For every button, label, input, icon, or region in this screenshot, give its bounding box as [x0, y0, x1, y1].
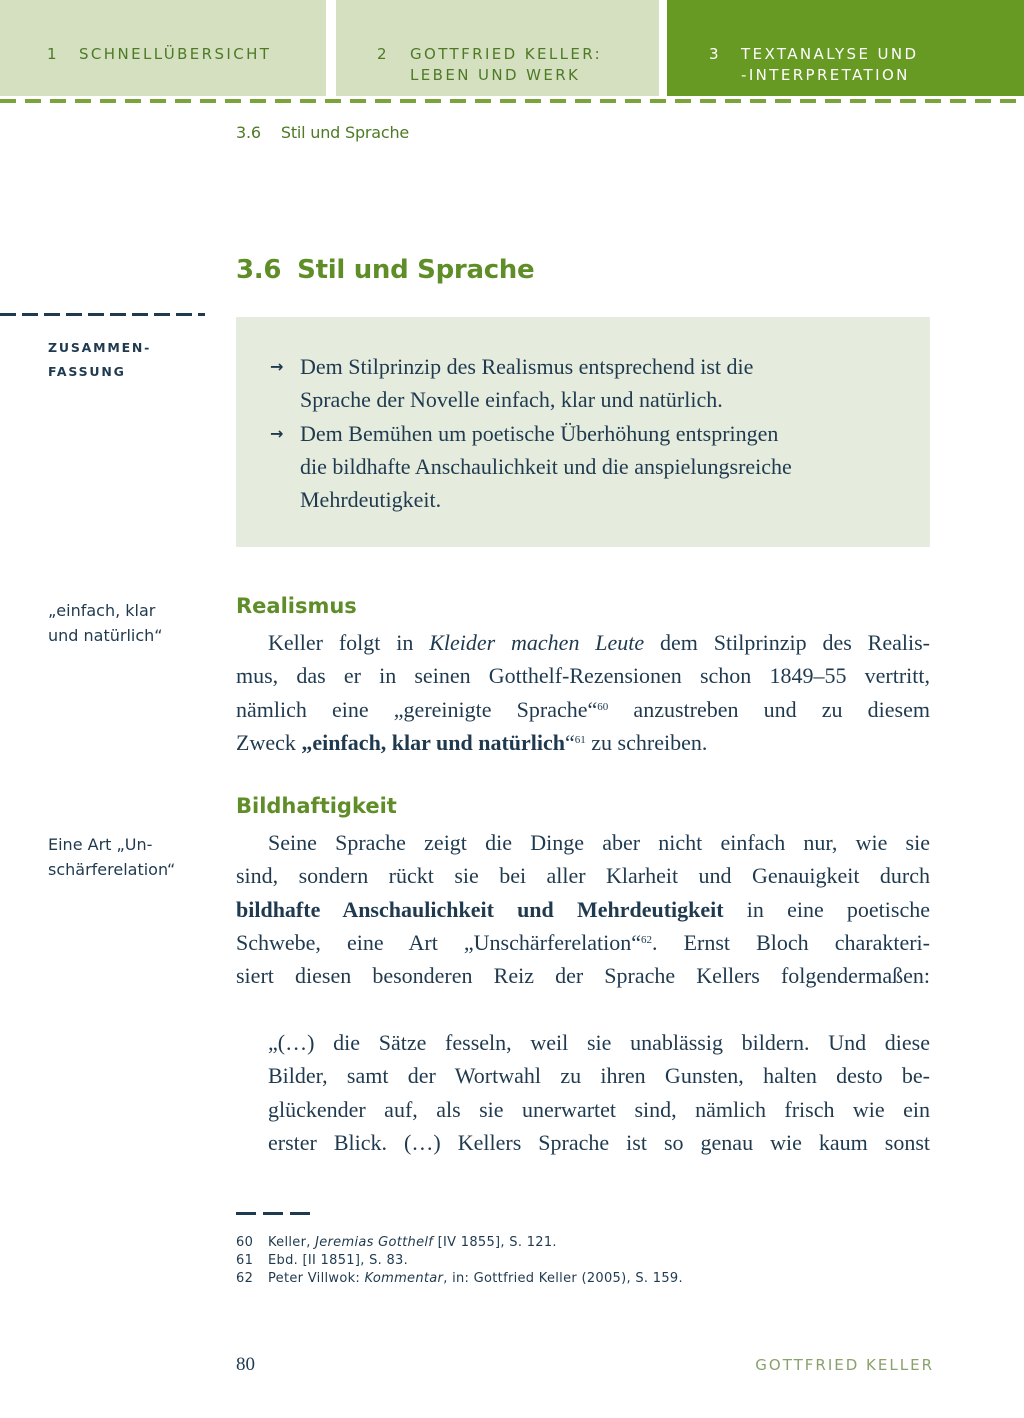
footnotes — [236, 1234, 683, 1288]
text-line: mus, das er in seinen Gotthelf-Rezensionen schon 1849–55 vertritt, — [236, 663, 930, 689]
text-line — [236, 726, 930, 759]
text-line: siert diesen besonderen Reiz der Sprache Kellers folgendermaßen: — [236, 963, 930, 989]
summary-bullet-line: Dem Bemühen um poetische Überhöhung entspringen — [300, 421, 779, 446]
margin-note-line: „einfach, klar — [48, 601, 156, 620]
footnote-text: Ebd. [II 1851], S. 83. — [268, 1253, 409, 1268]
footnote-60 — [236, 1234, 683, 1252]
tab-label-line: GOTTFRIED KELLER: — [410, 45, 603, 63]
margin-note-unschaerferelation — [48, 832, 175, 882]
text-line — [236, 926, 930, 959]
text-span: Zweck — [236, 729, 302, 755]
footnote-number: 60 — [236, 1235, 254, 1250]
footnote-title: Jeremias Gotthelf — [315, 1235, 434, 1250]
summary-bullet-line: Dem Stilprinzip des Realismus entsprechend ist die — [300, 354, 754, 379]
tab-schnelluebersicht[interactable] — [0, 0, 326, 96]
footnote-number: 61 — [236, 1253, 254, 1268]
tab-number: 1 — [47, 45, 59, 63]
footnote-ref[interactable]: 61 — [574, 733, 586, 746]
section-title-text: Stil und Sprache — [297, 255, 535, 285]
subheading-realismus: Realismus — [236, 594, 357, 618]
footnote-number: 62 — [236, 1271, 254, 1286]
tab-label-line: TEXTANALYSE UND — [741, 45, 919, 63]
text-line: sind, sondern rückt sie bei aller Klarheit und Genauigkeit durch — [236, 863, 930, 889]
footnote-text: Keller, — [268, 1235, 316, 1250]
tab-label — [741, 44, 918, 86]
summary-side-divider — [0, 313, 205, 316]
tab-label: SCHNELLÜBERSICHT — [79, 45, 272, 63]
section-number: 3.6 — [236, 255, 282, 285]
tab-number: 2 — [377, 45, 389, 63]
paragraph-bildhaftigkeit — [236, 826, 930, 992]
running-head — [236, 123, 409, 142]
tab-textanalyse-und-interpretation[interactable] — [667, 0, 1024, 96]
block-quote-bloch — [268, 1026, 930, 1159]
running-head-number: 3.6 — [236, 123, 261, 142]
summary-bullet-line: Sprache der Novelle einfach, klar und natürlich. — [300, 387, 723, 412]
text-span: in eine poetische — [723, 896, 930, 922]
quote-line: Bilder, samt der Wortwahl zu ihren Gunsten, halten desto be- — [268, 1063, 930, 1089]
text-span: anzustreben und zu diesem — [608, 696, 930, 722]
tab-number: 3 — [709, 45, 721, 63]
text-span: zu schreiben. — [585, 729, 708, 755]
tab-label-line: -INTERPRETATION — [741, 66, 910, 84]
arrow-right-icon: → — [270, 424, 284, 443]
margin-note-line: und natürlich“ — [48, 626, 163, 645]
tab-label — [410, 44, 602, 86]
summary-bullet-line: Mehrdeutigkeit. — [300, 487, 442, 512]
page-number: 80 — [236, 1354, 255, 1375]
margin-note-einfach-klar — [48, 598, 163, 648]
emphasis: „einfach, klar und natürlich — [301, 729, 566, 755]
quote-line: erster Blick. (…) Kellers Sprache ist so genau wie kaum sonst — [268, 1129, 930, 1155]
text-span: . Ernst Bloch charakteri- — [652, 929, 930, 955]
footnote-62 — [236, 1270, 683, 1288]
text-span: “ — [565, 729, 575, 755]
tab-label-line: LEBEN UND WERK — [410, 66, 581, 84]
footnote-title: Kommentar — [364, 1271, 444, 1286]
text-line — [236, 693, 930, 726]
footnote-text: Peter Villwok: — [268, 1271, 365, 1286]
text-span: Keller folgt in — [268, 630, 430, 655]
running-head-title: Stil und Sprache — [280, 123, 410, 142]
summary-label — [48, 336, 151, 384]
text-span: dem Stilprinzip des Realis- — [644, 630, 930, 655]
header-dashed-divider — [0, 99, 1024, 103]
text-line: Seine Sprache zeigt die Dinge aber nicht einfach nur, wie sie — [268, 830, 930, 855]
summary-box — [236, 317, 930, 547]
margin-note-line: Eine Art „Un- — [48, 835, 153, 854]
emphasis: bildhafte Anschaulichkeit und Mehrdeutigkeit — [236, 896, 724, 922]
text-line — [236, 893, 930, 926]
text-span: Schwebe, eine Art „Unschärferelation“ — [236, 929, 642, 955]
quote-line: glückender auf, als sie unerwartet sind, nämlich frisch wie ein — [268, 1096, 930, 1122]
summary-label-line: ZUSAMMEN- — [48, 340, 152, 355]
summary-bullet-line: die bildhafte Anschaulichkeit und die anspielungsreiche — [300, 454, 792, 479]
section-title — [236, 255, 534, 285]
footnote-ref[interactable]: 60 — [597, 700, 609, 713]
margin-note-line: schärferelation“ — [48, 860, 176, 879]
footer-author: GOTTFRIED KELLER — [755, 1356, 934, 1374]
summary-label-line: FASSUNG — [48, 364, 126, 379]
arrow-right-icon: → — [270, 357, 284, 376]
tab-gottfried-keller-leben-und-werk[interactable] — [336, 0, 659, 96]
subheading-bildhaftigkeit: Bildhaftigkeit — [236, 794, 397, 818]
quote-line: „(…) die Sätze fesseln, weil sie unablässig bildern. Und diese — [268, 1030, 930, 1055]
footnote-ref[interactable]: 62 — [641, 933, 653, 946]
footnote-text: [IV 1855], S. 121. — [433, 1235, 557, 1250]
paragraph-realismus — [236, 626, 930, 759]
text-span: nämlich eine „gereinigte Sprache“ — [236, 696, 598, 722]
work-title: Kleider machen Leute — [429, 630, 645, 655]
footnote-divider — [236, 1212, 310, 1215]
text-line — [236, 626, 930, 659]
footnote-61 — [236, 1252, 683, 1270]
footnote-text: , in: Gottfried Keller (2005), S. 159. — [443, 1271, 683, 1286]
